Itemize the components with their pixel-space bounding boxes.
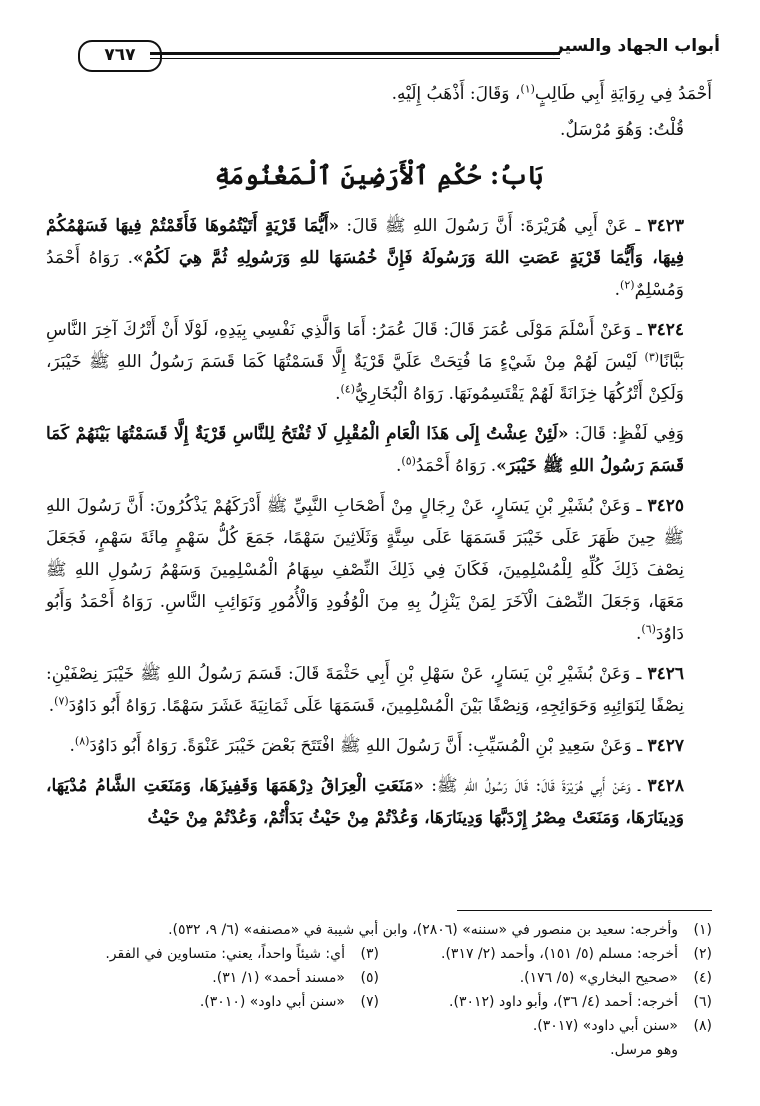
intro-line-1: أَحْمَدُ فِي رِوَايَةِ أَبِي طَالِبٍ$^{(١)}$، وَقَالَ: أَذْهَبُ إِلَيْهِ. [391,82,712,104]
hadith-3424: ٣٤٢٤ ـ وَعَنْ أَسْلَمَ مَوْلَى عُمَرَ قَالَ: قَالَ عُمَرُ: أَمَا وَالَّذِي نَفْسِي بِيَدِهِ، لَوْلَا أَنْ أَتْرُكَ آخِرَ النَّاسِ بَبَّانًا$^{(٣)}$ لَيْسَ لَهُمْ مِنْ شَيْءٍ مَا فُتِحَتْ عَلَيَّ قَرْيَةٌ إِلَّا قَسَمْتُهَا كَمَا قَسَمَ رَسُولُ اللهِ ﷺ خَيْبَرَ، وَلَكِنْ أَتْرُكُهَا خِزَانَةً لَهُمْ يَقْتَسِمُونَهَا. رَوَاهُ الْبُخَارِيُّ$^{(٤)}$. [46,320,684,404]
footnote-row [46,918,712,942]
hadith-3424-variant: وَفِي لَفْظٍ: قَالَ: «لَئِنْ عِشْتُ إِلَى هَذَا الْعَامِ الْمُقْبِلِ لَا تُفْتَحُ لِلنَّاسِ قَرْيَةٌ إِلَّا قَسَمْتُهَا بَيْنَهُمْ كَمَا قَسَمَ رَسُولُ اللهِ ﷺ خَيْبَرَ». رَوَاهُ أَحْمَدُ$^{(٥)}$. [46,424,684,476]
footnote-8-continuation: وهو مرسل. [610,1042,678,1058]
header-rule [150,52,560,55]
footnote-8: (٨) «سنن أبي داود» (٣٠١٧). [532,1018,712,1034]
footnote-ref: (٢) [620,278,635,292]
footnote-separator [457,910,712,911]
footnote-5: (٥) «مسند أحمد» (١/ ٣١). [212,970,379,986]
footnote-row [46,966,712,990]
hadith-3425: ٣٤٢٥ ـ وَعَنْ بُشَيْرِ بْنِ يَسَارٍ، عَنْ رِجَالٍ مِنْ أَصْحَابِ النَّبِيِّ ﷺ أَدْرَكَهُمْ يَذْكُرُونَ: أَنَّ رَسُولَ اللهِ ﷺ حِينَ ظَهَرَ عَلَى خَيْبَرَ قَسَمَهَا عَلَى سِتَّةٍ وَثَلَاثِينَ سَهْمًا، جَمَعَ كُلُّ سَهْمٍ مِائَةَ سَهْمٍ، فَجَعَلَ نِصْفَ ذَلِكَ كُلِّهِ لِلْمُسْلِمِينَ، فَكَانَ فِي ذَلِكَ النِّصْفِ سِهَامُ الْمُسْلِمِينَ وَسَهْمُ رَسُولِ اللهِ ﷺ مَعَهَا، وَجَعَلَ النِّصْفَ الْآخَرَ لِمَنْ يَنْزِلُ بِهِ مِنَ الْوُفُودِ وَالْأُمُورِ وَنَوَائِبِ النَّاسِ. رَوَاهُ أَحْمَدُ وَأَبُو دَاوُدَ$^{(٦)}$. [46,496,684,644]
footnote-row [46,990,712,1014]
main-text [46,78,712,842]
footnote-6: (٦) أخرجه: أحمد (٤/ ٣٦)، وأبو داود (٣٠١٢). [449,994,712,1010]
footnote-row [46,1014,712,1038]
chapter-title: أبواب الجهاد والسير [554,36,720,56]
footnote-7: (٧) «سنن أبي داود» (٣٠١٠). [199,994,379,1010]
page-number: ٧٦٧ [78,40,162,72]
footnote-1: (١) وأخرجه: سعيد بن منصور في «سننه» (٢٨٠٦)، وابن أبي شيبة في «مصنفه» (٦/ ٩، ٥٣٢). [168,922,712,938]
footnote-ref: (٧) [54,694,69,708]
footnote-ref: (٣) [644,350,660,364]
running-header [60,36,720,68]
hadith-3423: ٣٤٢٣ ـ عَنْ أَبِي هُرَيْرَةَ: أَنَّ رَسُولَ اللهِ ﷺ قَالَ: «أَيُّمَا قَرْيَةٍ أَتَيْتُمُوهَا فَأَقَمْتُمْ فِيهَا فَسَهْمُكُمْ فِيهَا، وَأَيُّمَا قَرْيَةٍ عَصَتِ اللهَ وَرَسُولَهُ فَإِنَّ خُمُسَهَا للهِ وَرَسُولِهِ ثُمَّ هِيَ لَكُمْ». رَوَاهُ أَحْمَدُ وَمُسْلِمٌ$^{(٢)}$. [46,216,684,300]
footnote-2: (٢) أخرجه: مسلم (٥/ ١٥١)، وأحمد (٢/ ٣١٧). [441,946,712,962]
footnote-row [46,942,712,966]
hadith-3428: ٣٤٢٨ ـ وَعَنْ أَبِي هُرَيْرَةَ قَالَ: قَالَ رَسُولُ اللهِ ﷺ: «مَنَعَتِ الْعِرَاقُ دِرْهَمَهَا وَقَفِيزَهَا، وَمَنَعَتِ الشَّامُ مُدْيَهَا، وَدِينَارَهَا، وَمَنَعَتْ مِصْرُ إِرْدَبَّهَا وَدِينَارَهَا، وَعُدْتُمْ مِنْ حَيْثُ بَدَأْتُمْ، وَعُدْتُمْ مِنْ حَيْثُ [46,776,684,828]
footnote-4: (٤) «صحيح البخاري» (٥/ ١٧٦). [519,970,712,986]
footnotes [46,918,712,1062]
header-rule-thin [150,58,560,59]
footnote-ref: (٨) [74,734,90,748]
footnote-ref: (١) [520,82,535,96]
intro-line-2: قُلْتُ: وَهُوَ مُرْسَلٌ. [560,120,684,140]
footnote-ref: (٦) [641,622,656,636]
hadith-3427: ٣٤٢٧ ـ وَعَنْ سَعِيدِ بْنِ الْمُسَيِّبِ: أَنَّ رَسُولَ اللهِ ﷺ افْتَتَحَ بَعْضَ خَيْبَرَ عَنْوَةً. رَوَاهُ أَبُو دَاوُدَ$^{(٨)}$. [69,734,684,756]
footnote-3: (٣) أي: شيئاً واحداً، يعني: متساوين في الفقر. [105,946,379,962]
hadith-3426: ٣٤٢٦ ـ وَعَنْ بُشَيْرِ بْنِ يَسَارٍ، عَنْ سَهْلِ بْنِ أَبِي حَثْمَةَ قَالَ: قَسَمَ رَسُولُ اللهِ ﷺ خَيْبَرَ نِصْفَيْنِ: نِصْفًا لِنَوَائِبِهِ وَحَوَائِجِهِ، وَنِصْفًا بَيْنَ الْمُسْلِمِينَ، قَسَمَهَا عَلَى ثَمَانِيَةَ عَشَرَ سَهْمًا. رَوَاهُ أَبُو دَاوُدَ$^{(٧)}$. [46,664,684,716]
footnote-ref: (٥) [401,454,416,468]
footnote-ref: (٤) [340,382,355,396]
section-heading: بَابُ: حُكْمِ ٱلْأَرَضِينَ ٱلْمَغْنُومَةِ [214,161,544,190]
